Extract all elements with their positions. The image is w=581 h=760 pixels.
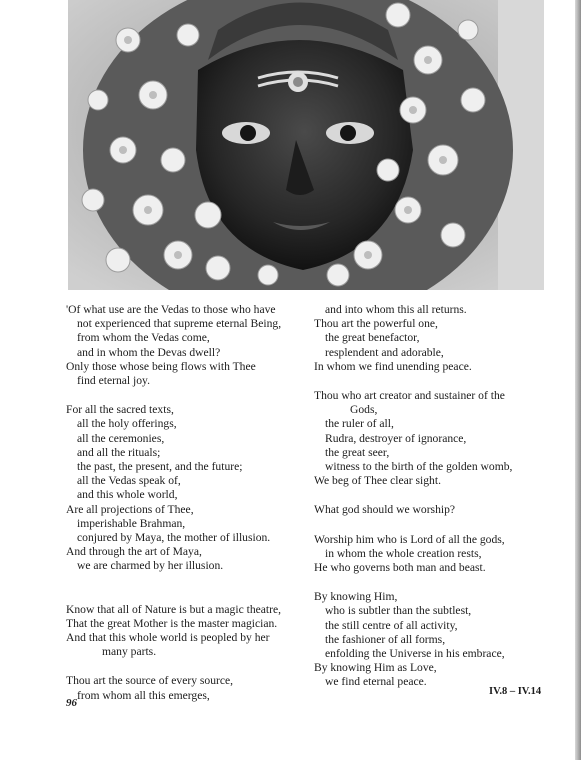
verse-line: And that this whole world is peopled by her: [66, 631, 270, 645]
page-number: 96: [66, 697, 77, 709]
verse-line: all the Vedas speak of,: [77, 474, 181, 488]
verse-stanza: [314, 303, 540, 374]
verse-line: and all the rituals;: [77, 445, 161, 459]
verse-stanza: [314, 503, 540, 517]
verse-line: the past, the present, and the future;: [77, 460, 243, 474]
verse-line: Know that all of Nature is but a magic theatre,: [66, 602, 282, 616]
verse-line: conjured by Maya, the mother of illusion.: [77, 531, 271, 545]
verse-line: from whom the Vedas come,: [77, 331, 210, 345]
verse-line: witness to the birth of the golden womb,: [325, 460, 513, 474]
verse-line: Thou art the source of every source,: [66, 674, 234, 688]
page-edge-shadow: [575, 0, 581, 760]
verse-line: That the great Mother is the master magician.: [66, 616, 278, 630]
verse-line: Thou who art creator and sustainer of the: [314, 389, 505, 403]
verse-line: And through the art of Maya,: [66, 545, 202, 559]
verse-line: enfolding the Universe in his embrace,: [325, 647, 505, 661]
verse-line: Gods,: [350, 403, 378, 417]
verse-line: and this whole world,: [77, 488, 178, 502]
verse-line: By knowing Him as Love,: [314, 661, 437, 675]
verse-line: all the holy offerings,: [77, 417, 177, 431]
verse-line: the great seer,: [325, 445, 390, 459]
verse-line: He who governs both man and beast.: [314, 561, 486, 575]
verse-stanza: [314, 389, 540, 488]
verse-line: We beg of Thee clear sight.: [314, 474, 441, 488]
verse-line: Thou art the powerful one,: [314, 317, 438, 331]
verse-line: all the ceremonies,: [77, 431, 165, 445]
left-text-column: [66, 303, 298, 718]
verse-line: from whom all this emerges,: [77, 688, 210, 702]
verse-line: Are all projections of Thee,: [66, 502, 194, 516]
verse-line: By knowing Him,: [314, 590, 398, 604]
verse-line: Rudra, destroyer of ignorance,: [325, 431, 467, 445]
verse-line: we are charmed by her illusion.: [77, 559, 224, 573]
verse-line: and in whom the Devas dwell?: [77, 345, 221, 359]
verse-line: 'Of what use are the Vedas to those who have: [66, 303, 276, 316]
verse-line: the still centre of all activity,: [325, 618, 458, 632]
right-text-column: [314, 303, 540, 705]
verse-line: What god should we worship?: [314, 503, 456, 517]
verse-line: imperishable Brahman,: [77, 516, 186, 530]
verse-line: many parts.: [102, 645, 157, 659]
verse-line: Only those whose being flows with Thee: [66, 359, 256, 373]
deity-photograph: [68, 0, 544, 290]
verse-line: For all the sacred texts,: [66, 403, 174, 417]
verse-line: not experienced that supreme eternal Being,: [77, 317, 282, 331]
verse-stanza: [66, 674, 298, 702]
verse-line: Worship him who is Lord of all the gods,: [314, 532, 505, 546]
verse-stanza: [66, 403, 298, 573]
verse-line: resplendent and adorable,: [325, 345, 444, 359]
verse-stanza: [66, 603, 298, 660]
verse-stanza: [314, 590, 540, 689]
verse-reference: IV.8 – IV.14: [489, 686, 542, 697]
verse-line: the fashioner of all forms,: [325, 632, 446, 646]
verse-line: who is subtler than the subtlest,: [325, 604, 472, 618]
verse-line: in whom the whole creation rests,: [325, 546, 482, 560]
verse-line: and into whom this all returns.: [325, 303, 467, 316]
verse-line: In whom we find unending peace.: [314, 359, 472, 373]
verse-stanza: [66, 303, 298, 388]
verse-line: find eternal joy.: [77, 374, 150, 388]
verse-line: the great benefactor,: [325, 331, 420, 345]
verse-stanza: [314, 533, 540, 576]
verse-line: the ruler of all,: [325, 417, 394, 431]
verse-line: we find eternal peace.: [325, 675, 427, 689]
